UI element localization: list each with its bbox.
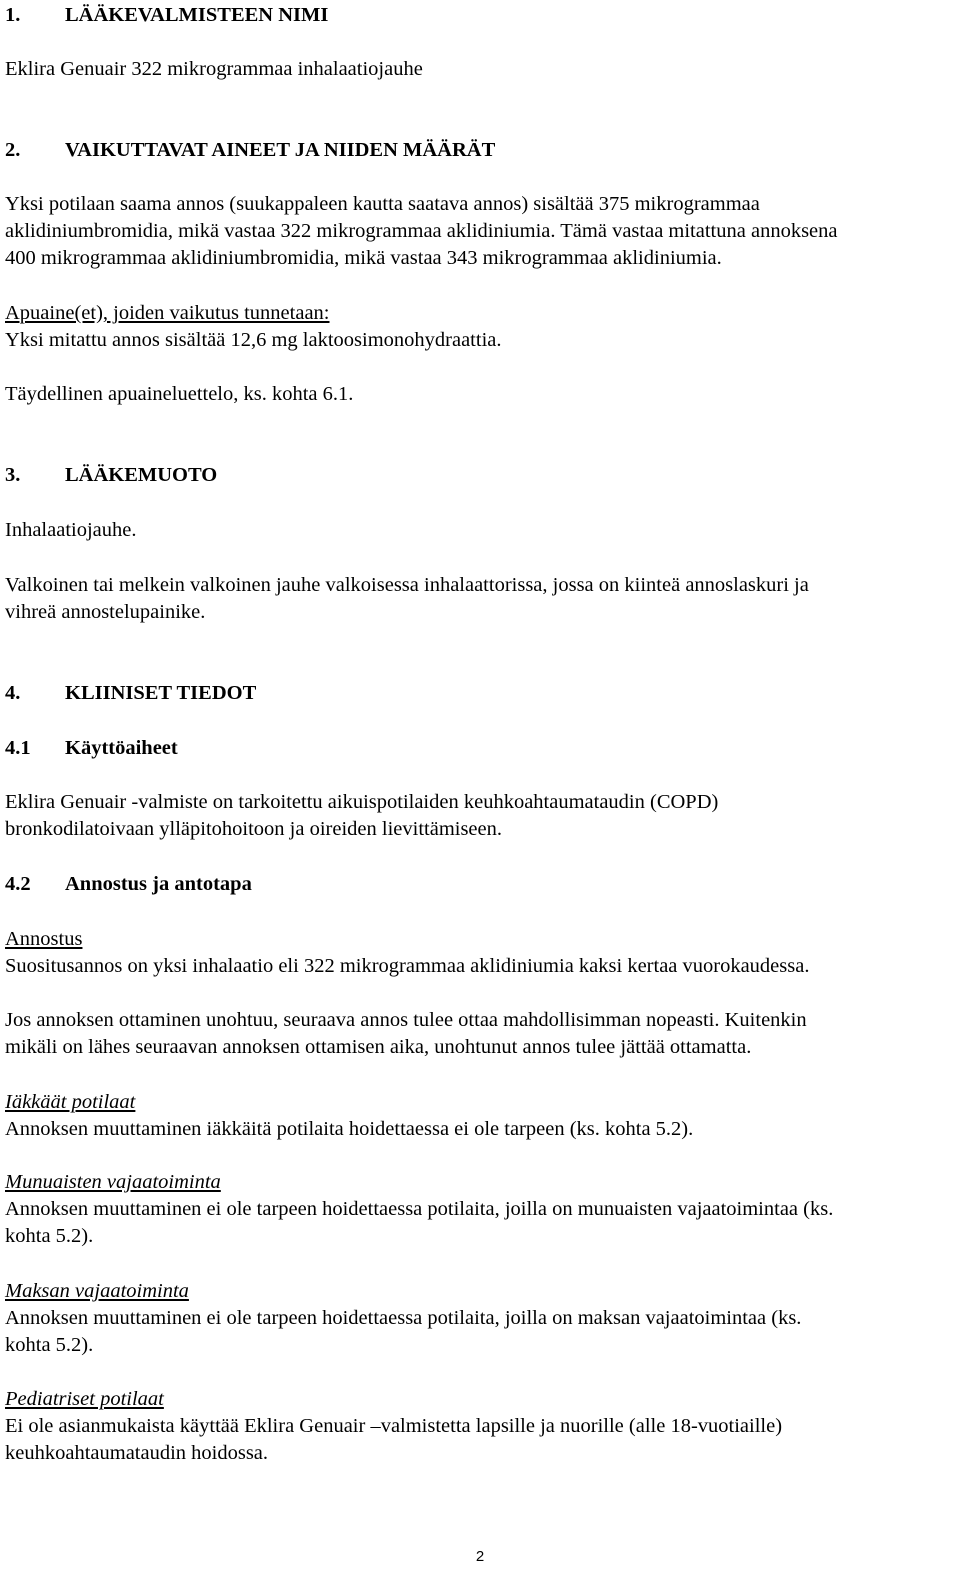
section-4-2-title: Annostus ja antotapa <box>65 873 252 895</box>
composition-paragraph <box>5 191 955 272</box>
excipient-label: Apuaine(et), joiden vaikutus tunnetaan: <box>5 302 330 324</box>
indications-line: bronkodilatoivaan ylläpitohoitoon ja oireiden lievittämiseen. <box>5 818 503 840</box>
paediatric-label: Pediatriset potilaat <box>5 1388 164 1410</box>
renal-text-line: Annoksen muuttaminen ei ole tarpeen hoidettaessa potilaita, joilla on munuaisten vajaatoimintaa (ks. <box>5 1198 834 1220</box>
renal-block <box>5 1169 955 1250</box>
paediatric-block <box>5 1386 955 1467</box>
paediatric-text-line: keuhkoahtaumataudin hoidossa. <box>5 1442 269 1464</box>
renal-text-line: kohta 5.2). <box>5 1225 94 1247</box>
composition-line: aklidiniumbromidia, mikä vastaa 322 mikrogrammaa aklidiniumia. Tämä vastaa mitattuna annoksena <box>5 220 838 242</box>
page-number: 2 <box>475 1548 485 1565</box>
full-excipient-list-ref: Täydellinen apuaineluettelo, ks. kohta 6.1. <box>5 383 354 405</box>
product-name: Eklira Genuair 322 mikrogrammaa inhalaatiojauhe <box>5 58 423 80</box>
excipient-text: Yksi mitattu annos sisältää 12,6 mg laktoosimonohydraattia. <box>5 329 502 351</box>
hepatic-text-line: Annoksen muuttaminen ei ole tarpeen hoidettaessa potilaita, joilla on maksan vajaatoimintaa (ks. <box>5 1307 802 1329</box>
section-2-title: VAIKUTTAVAT AINEET JA NIIDEN MÄÄRÄT <box>65 139 496 161</box>
section-4-2-heading <box>5 871 955 898</box>
hepatic-label: Maksan vajaatoiminta <box>5 1280 189 1302</box>
elderly-label: Iäkkäät potilaat <box>5 1091 136 1113</box>
section-4-2-number: 4.2 <box>5 873 31 895</box>
section-4-heading <box>5 680 955 707</box>
section-3-number: 3. <box>5 464 21 486</box>
pharmaceutical-form: Inhalaatiojauhe. <box>5 519 137 541</box>
dosage-block <box>5 926 955 980</box>
section-1-title: LÄÄKEVALMISTEEN NIMI <box>65 4 329 26</box>
hepatic-block <box>5 1278 955 1359</box>
section-1-heading <box>5 2 955 29</box>
section-1-number: 1. <box>5 4 21 26</box>
appearance-line: Valkoinen tai melkein valkoinen jauhe valkoisessa inhalaattorissa, jossa on kiinteä annoslaskuri ja <box>5 574 809 596</box>
composition-line: 400 mikrogrammaa aklidiniumbromidia, mikä vastaa 343 mikrogrammaa aklidiniumia. <box>5 247 722 269</box>
section-2-number: 2. <box>5 139 21 161</box>
missed-dose-line: mikäli on lähes seuraavan annoksen ottamisen aika, unohtunut annos tulee jättää ottamatta. <box>5 1036 752 1058</box>
indications-line: Eklira Genuair -valmiste on tarkoitettu aikuispotilaiden keuhkoahtaumataudin (COPD) <box>5 791 719 813</box>
appearance-paragraph <box>5 572 955 626</box>
elderly-text: Annoksen muuttaminen iäkkäitä potilaita hoidettaessa ei ole tarpeen (ks. kohta 5.2). <box>5 1118 694 1140</box>
hepatic-text-line: kohta 5.2). <box>5 1334 94 1356</box>
appearance-line: vihreä annostelupainike. <box>5 601 206 623</box>
section-4-title: KLIINISET TIEDOT <box>65 682 257 704</box>
section-2-heading <box>5 137 955 164</box>
section-4-1-number: 4.1 <box>5 737 31 759</box>
indications-paragraph <box>5 789 955 843</box>
renal-label: Munuaisten vajaatoiminta <box>5 1171 221 1193</box>
section-3-heading <box>5 462 955 489</box>
missed-dose-line: Jos annoksen ottaminen unohtuu, seuraava annos tulee ottaa mahdollisimman nopeasti. Kuitenkin <box>5 1009 807 1031</box>
dosage-text: Suositusannos on yksi inhalaatio eli 322 mikrogrammaa aklidiniumia kaksi kertaa vuorokaudessa. <box>5 955 810 977</box>
paediatric-text-line: Ei ole asianmukaista käyttää Eklira Genuair –valmistetta lapsille ja nuorille (alle 18-vuotiaille) <box>5 1415 783 1437</box>
section-4-1-title: Käyttöaiheet <box>65 737 178 759</box>
composition-line: Yksi potilaan saama annos (suukappaleen kautta saatava annos) sisältää 375 mikrogrammaa <box>5 193 760 215</box>
section-3-title: LÄÄKEMUOTO <box>65 464 218 486</box>
missed-dose-paragraph <box>5 1007 955 1061</box>
document-page <box>5 0 955 1571</box>
excipient-block <box>5 300 955 354</box>
section-4-1-heading <box>5 735 955 762</box>
elderly-block <box>5 1089 955 1143</box>
section-4-number: 4. <box>5 682 21 704</box>
dosage-label: Annostus <box>5 928 83 950</box>
